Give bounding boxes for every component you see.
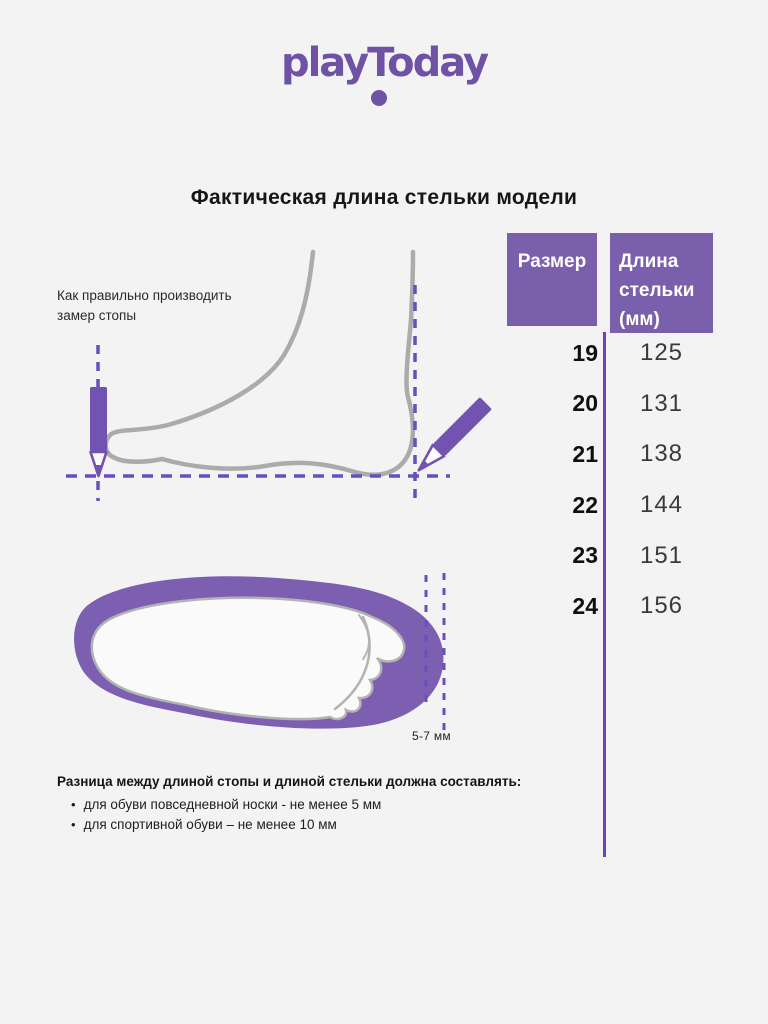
size-value: 21: [572, 440, 598, 467]
bullet-glyph: •: [71, 797, 76, 812]
length-value: 156: [639, 592, 684, 620]
insole-footprint-illustration: [60, 553, 480, 753]
length-value: 138: [639, 440, 684, 468]
brand-logo-text: playToday: [280, 40, 488, 86]
footnote-item-text: для спортивной обуви – не менее 10 мм: [83, 817, 337, 833]
length-value: 125: [639, 339, 684, 367]
size-value: 19: [572, 339, 598, 366]
insole-gap-label: 5-7 мм: [412, 729, 451, 743]
table-row: [507, 480, 717, 531]
footnote-item: [71, 795, 577, 815]
length-value: 151: [639, 541, 684, 569]
bullet-glyph: •: [71, 817, 76, 833]
measure-note-line1: Как правильно производить: [57, 288, 232, 303]
footnote-item: [71, 815, 577, 835]
footnote-item-text: для обуви повседневной носки - не менее 5 мм: [83, 797, 382, 812]
table-row: [507, 429, 717, 480]
pencil-right-icon: [412, 397, 492, 477]
table-row: [507, 581, 717, 632]
table-row: [507, 328, 717, 379]
footnote-title: Разница между длиной стопы и длиной стельки должна составлять:: [57, 774, 522, 789]
size-value: 22: [572, 491, 598, 518]
size-table-rows: [507, 328, 717, 632]
length-value: 144: [639, 491, 684, 519]
size-value: 20: [572, 390, 598, 417]
brand-logo: [0, 40, 768, 86]
length-value: 131: [639, 389, 684, 417]
foot-measure-illustration: [40, 245, 500, 511]
footnote: [57, 774, 577, 836]
logo-dot: [371, 90, 387, 106]
measure-note-line2: замер стопы: [57, 307, 137, 323]
table-header-length: Длина стельки (мм): [610, 233, 713, 333]
pencil-left-icon: [90, 387, 107, 477]
foot-outline: [106, 252, 413, 475]
table-row: [507, 379, 717, 430]
table-header-size: Размер: [507, 233, 597, 326]
page-title: Фактическая длина стельки модели: [190, 186, 578, 209]
table-row: [507, 530, 717, 581]
size-value: 23: [572, 542, 598, 569]
footnote-list: [71, 795, 577, 836]
size-value: 24: [572, 592, 598, 619]
